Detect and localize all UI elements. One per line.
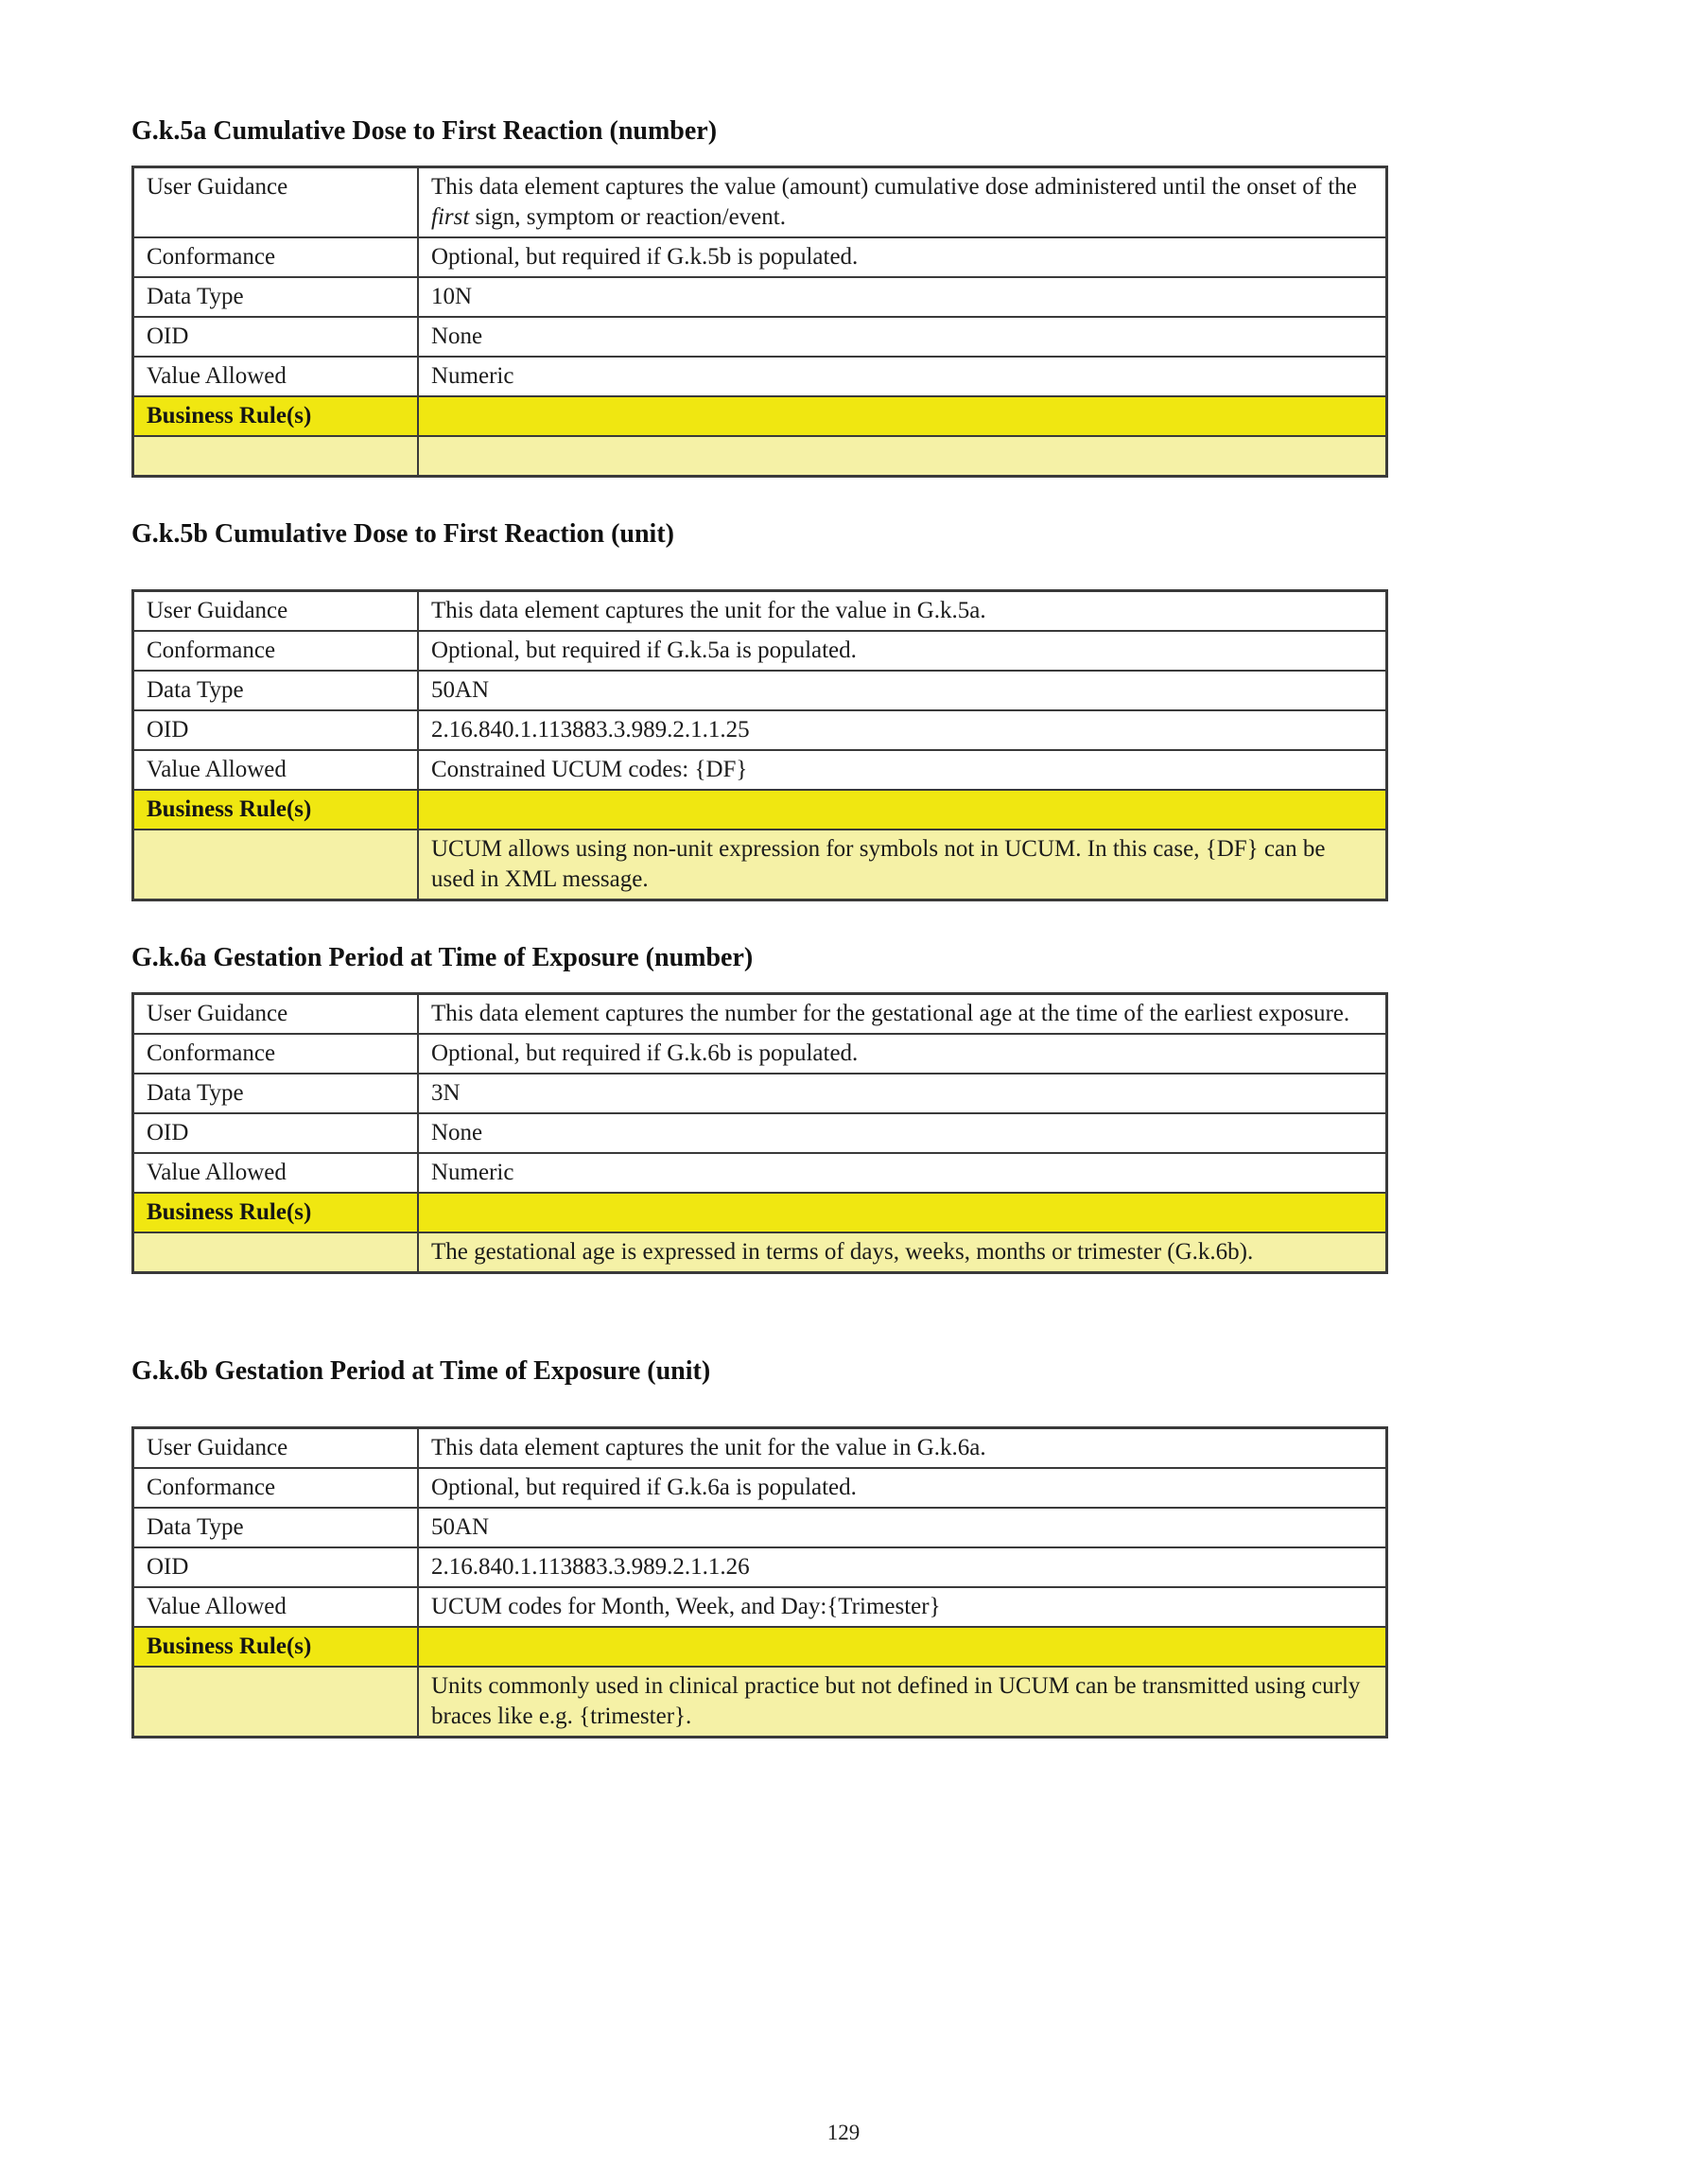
row-label: User Guidance: [133, 167, 419, 238]
row-value: [418, 167, 1387, 238]
table-row-value-allowed: [133, 750, 1387, 790]
row-value: Optional, but required if G.k.6b is populated.: [418, 1034, 1387, 1074]
row-label: [133, 1232, 419, 1273]
row-value: 2.16.840.1.113883.3.989.2.1.1.26: [418, 1547, 1387, 1587]
row-label: Data Type: [133, 671, 419, 710]
data-element-table-gk6a: [131, 992, 1388, 1274]
row-value: UCUM codes for Month, Week, and Day:{Trimester}: [418, 1587, 1387, 1627]
row-label: Data Type: [133, 277, 419, 317]
row-value: UCUM allows using non-unit expression for symbols not in UCUM. In this case, {DF} can be used in XML message.: [418, 830, 1387, 900]
row-value: [418, 1193, 1387, 1232]
row-value: Optional, but required if G.k.6a is populated.: [418, 1468, 1387, 1508]
data-element-table-gk5b: [131, 589, 1388, 901]
row-value: Units commonly used in clinical practice but not defined in UCUM can be transmitted using curly braces like e.g. {trimester}.: [418, 1667, 1387, 1738]
row-value: [418, 396, 1387, 436]
row-label: [133, 436, 419, 477]
section-heading-gk6b: G.k.6b Gestation Period at Time of Exposure (unit): [131, 1356, 711, 1386]
table-row-business-rules: [133, 396, 1387, 436]
table-row-value-allowed: [133, 357, 1387, 396]
row-label: [133, 1667, 419, 1738]
row-label: OID: [133, 1113, 419, 1153]
row-label: Value Allowed: [133, 1587, 419, 1627]
row-label: User Guidance: [133, 1428, 419, 1469]
page-number: 129: [826, 2121, 861, 2144]
section-heading-gk5b: G.k.5b Cumulative Dose to First Reaction (unit): [131, 519, 674, 549]
table-row-oid: [133, 317, 1387, 357]
row-label: Data Type: [133, 1508, 419, 1547]
table-row-conformance: [133, 631, 1387, 671]
table-row-business-rule-note: [133, 830, 1387, 900]
row-label: Business Rule(s): [133, 1193, 419, 1232]
table-row-data-type: [133, 1508, 1387, 1547]
table-row-user-guidance: [133, 591, 1387, 632]
section-heading-gk5a: G.k.5a Cumulative Dose to First Reaction (number): [131, 116, 718, 146]
table-row-oid: [133, 1113, 1387, 1153]
row-value: Optional, but required if G.k.5b is populated.: [418, 237, 1387, 277]
row-label: Business Rule(s): [133, 396, 419, 436]
row-label: User Guidance: [133, 591, 419, 632]
row-value: 50AN: [418, 671, 1387, 710]
table-row-value-allowed: [133, 1153, 1387, 1193]
table-row-user-guidance: [133, 1428, 1387, 1469]
row-value: [418, 1627, 1387, 1667]
row-label: Value Allowed: [133, 750, 419, 790]
row-label: OID: [133, 1547, 419, 1587]
data-element-table-gk5a: [131, 166, 1388, 478]
row-value: Numeric: [418, 357, 1387, 396]
table-row-data-type: [133, 1074, 1387, 1113]
row-label: OID: [133, 710, 419, 750]
row-label: Conformance: [133, 1468, 419, 1508]
table-row-conformance: [133, 1034, 1387, 1074]
table-row-business-rules: [133, 790, 1387, 830]
table-row-business-rules: [133, 1193, 1387, 1232]
user-guidance-text: This data element captures the value (amount) cumulative dose administered until the onset of the: [431, 174, 1357, 200]
table-row-conformance: [133, 237, 1387, 277]
row-label: Conformance: [133, 631, 419, 671]
row-label: Conformance: [133, 1034, 419, 1074]
row-label: Value Allowed: [133, 1153, 419, 1193]
table-row-business-rule-note: [133, 436, 1387, 477]
table-row-value-allowed: [133, 1587, 1387, 1627]
row-value: [418, 790, 1387, 830]
page-content: [131, 114, 1361, 1738]
row-value: None: [418, 1113, 1387, 1153]
table-row-oid: [133, 1547, 1387, 1587]
row-value: This data element captures the unit for the value in G.k.6a.: [418, 1428, 1387, 1469]
row-value: Optional, but required if G.k.5a is populated.: [418, 631, 1387, 671]
user-guidance-text-after: sign, symptom or reaction/event.: [469, 204, 786, 230]
section-heading-gk6a: G.k.6a Gestation Period at Time of Exposure (number): [131, 943, 754, 972]
row-value: Constrained UCUM codes: {DF}: [418, 750, 1387, 790]
row-value: The gestational age is expressed in terms of days, weeks, months or trimester (G.k.6b).: [418, 1232, 1387, 1273]
row-value: 50AN: [418, 1508, 1387, 1547]
row-value: Numeric: [418, 1153, 1387, 1193]
row-value: This data element captures the unit for the value in G.k.5a.: [418, 591, 1387, 632]
row-label: [133, 830, 419, 900]
table-row-user-guidance: [133, 994, 1387, 1035]
row-label: Value Allowed: [133, 357, 419, 396]
table-row-business-rule-note: [133, 1667, 1387, 1738]
row-value: 10N: [418, 277, 1387, 317]
row-label: Business Rule(s): [133, 790, 419, 830]
row-value: 3N: [418, 1074, 1387, 1113]
data-element-table-gk6b: [131, 1426, 1388, 1738]
row-value: 2.16.840.1.113883.3.989.2.1.1.25: [418, 710, 1387, 750]
table-row-business-rules: [133, 1627, 1387, 1667]
user-guidance-italic-word: first: [431, 204, 470, 230]
row-label: OID: [133, 317, 419, 357]
table-row-user-guidance: [133, 167, 1387, 238]
table-row-conformance: [133, 1468, 1387, 1508]
row-label: Business Rule(s): [133, 1627, 419, 1667]
row-label: Conformance: [133, 237, 419, 277]
table-row-business-rule-note: [133, 1232, 1387, 1273]
table-row-data-type: [133, 277, 1387, 317]
table-row-data-type: [133, 671, 1387, 710]
row-label: Data Type: [133, 1074, 419, 1113]
row-value: None: [418, 317, 1387, 357]
table-row-oid: [133, 710, 1387, 750]
row-label: User Guidance: [133, 994, 419, 1035]
row-value: This data element captures the number for the gestational age at the time of the earliest exposure.: [418, 994, 1387, 1035]
row-value: [418, 436, 1387, 477]
